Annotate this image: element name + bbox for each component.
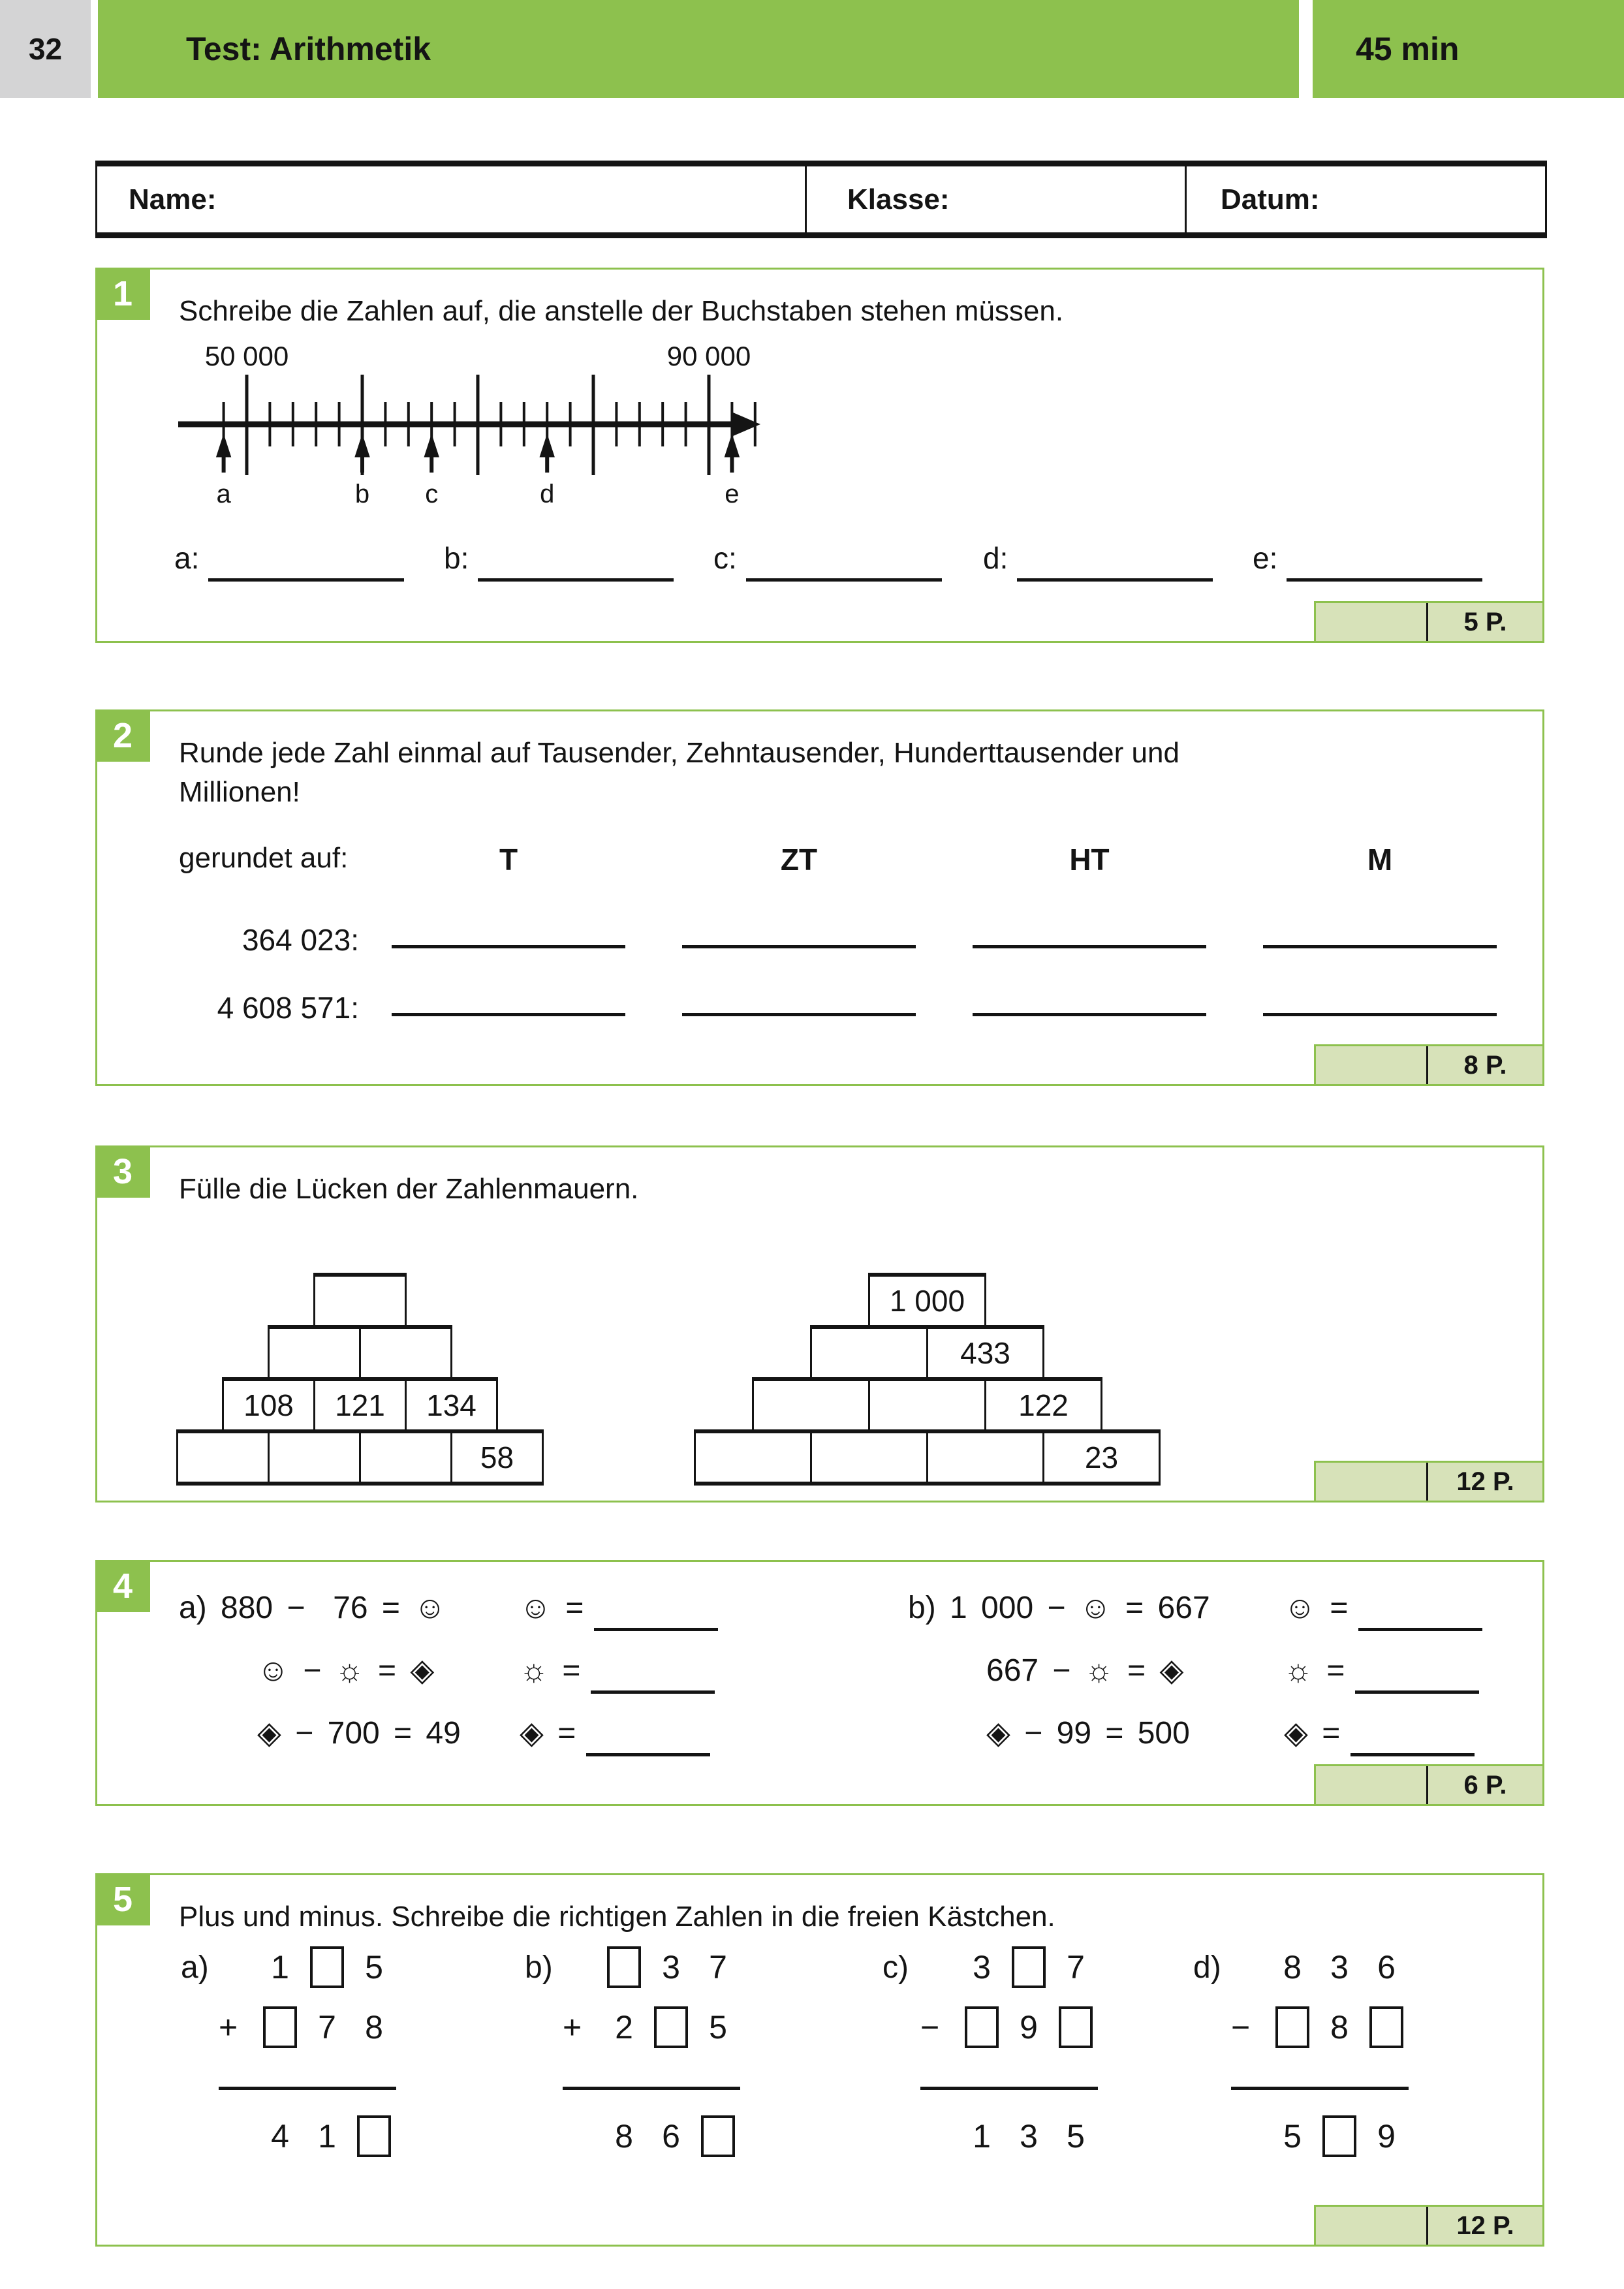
digit-box[interactable] bbox=[1012, 1946, 1046, 1988]
answer-label: ☺ = bbox=[520, 1590, 584, 1625]
student-info-box bbox=[95, 161, 1547, 238]
column-problem-d bbox=[1193, 1944, 1410, 2173]
answer-label: ◈ = bbox=[1284, 1716, 1341, 1751]
task-instruction: Runde jede Zahl einmal auf Tausender, Zehntausender, Hunderttausender und Millionen! bbox=[179, 737, 1179, 808]
answer-row bbox=[174, 540, 1522, 582]
digit: 1 bbox=[318, 2118, 336, 2155]
row-label: 364 023: bbox=[242, 923, 359, 957]
digit: 3 bbox=[1330, 1949, 1349, 1985]
pyramid-cell: 433 bbox=[926, 1329, 1044, 1377]
points-label: 6 P. bbox=[1463, 1770, 1507, 1799]
blank-ZT[interactable] bbox=[682, 907, 916, 948]
pyramid-cell[interactable] bbox=[926, 1433, 1042, 1482]
blank-T[interactable] bbox=[392, 975, 625, 1016]
page-number-box bbox=[0, 0, 91, 98]
problem-label: c) bbox=[882, 1950, 909, 1985]
operator: + bbox=[563, 2009, 582, 2046]
task-number-badge: 2 bbox=[95, 709, 150, 762]
score-cell bbox=[1316, 603, 1428, 641]
digit: 5 bbox=[1067, 2118, 1085, 2155]
digit: 8 bbox=[1283, 1949, 1302, 1985]
column-problem-a bbox=[181, 1944, 398, 2173]
arrow-label-a: a bbox=[216, 480, 231, 508]
sum-line bbox=[1231, 2087, 1409, 2090]
arrow-label-d: d bbox=[540, 480, 555, 508]
arrow-a bbox=[217, 435, 231, 473]
pyramid-cell: 108 bbox=[222, 1381, 313, 1429]
column-problem-c bbox=[882, 1944, 1099, 2173]
answer-label: ☼ = bbox=[1284, 1653, 1345, 1688]
digit: 8 bbox=[615, 2118, 633, 2155]
points-label: 8 P. bbox=[1463, 1050, 1507, 1080]
number-line bbox=[163, 332, 776, 514]
equation-row bbox=[908, 1576, 1535, 1639]
digit: 5 bbox=[709, 2009, 727, 2046]
arrow-e bbox=[725, 435, 739, 473]
score-cell bbox=[1316, 2207, 1428, 2245]
problem-label: b) bbox=[525, 1950, 553, 1985]
points-label: 12 P. bbox=[1456, 1467, 1514, 1496]
rounding-row-2 bbox=[179, 975, 1497, 1025]
pyramid-cell[interactable] bbox=[810, 1433, 926, 1482]
answer-label: ◈ = bbox=[520, 1716, 576, 1751]
pyramid-cell[interactable] bbox=[810, 1329, 926, 1377]
number-pyramid-left bbox=[176, 1273, 544, 1486]
digit-box[interactable] bbox=[1059, 2006, 1093, 2048]
answer-label-e: e: bbox=[1253, 541, 1278, 575]
equation-column-a bbox=[179, 1576, 884, 1764]
digit: 3 bbox=[973, 1949, 991, 1985]
answer-label-b: b: bbox=[444, 541, 469, 575]
score-cell bbox=[1316, 1463, 1428, 1501]
pyramid-cell[interactable] bbox=[694, 1433, 810, 1482]
equation-text: b) 1 000 − ☺ = 667 bbox=[908, 1590, 1210, 1625]
answer-blank[interactable] bbox=[1351, 1727, 1475, 1756]
task-instruction: Plus und minus. Schreibe die richtigen Zahlen in die freien Kästchen. bbox=[179, 1901, 1055, 1933]
number-pyramid-right bbox=[694, 1273, 1161, 1486]
pyramid-cell[interactable] bbox=[868, 1381, 984, 1429]
digit-box[interactable] bbox=[701, 2115, 735, 2157]
pyramid-row bbox=[176, 1429, 544, 1486]
pyramid-cell[interactable] bbox=[268, 1329, 359, 1377]
task-box-2 bbox=[95, 709, 1544, 1086]
name-field[interactable] bbox=[97, 166, 807, 232]
pyramid-cell[interactable] bbox=[268, 1433, 359, 1482]
blank-ZT[interactable] bbox=[682, 975, 916, 1016]
answer-blank-d[interactable] bbox=[1017, 550, 1213, 582]
task-box-1 bbox=[95, 268, 1544, 643]
problem-label: d) bbox=[1193, 1950, 1221, 1985]
points-badge bbox=[1314, 1044, 1544, 1086]
digit: 5 bbox=[1283, 2118, 1302, 2155]
sum-line bbox=[920, 2087, 1098, 2090]
date-field[interactable] bbox=[1187, 166, 1545, 232]
equation-row bbox=[179, 1576, 884, 1639]
pyramid-cell: 121 bbox=[313, 1381, 405, 1429]
pyramid-row bbox=[313, 1273, 407, 1325]
title-bar bbox=[98, 0, 1299, 98]
row-label: 4 608 571: bbox=[217, 991, 359, 1025]
answer-blank[interactable] bbox=[1358, 1602, 1482, 1631]
digit-box[interactable] bbox=[357, 2115, 391, 2157]
points-label: 5 P. bbox=[1463, 607, 1507, 636]
task-number-badge: 1 bbox=[95, 268, 150, 320]
numberline-left-label: 50 000 bbox=[204, 341, 289, 371]
equation-text: ◈ − 700 = 49 bbox=[257, 1716, 461, 1751]
page-number: 32 bbox=[28, 32, 63, 66]
operator: − bbox=[920, 2009, 940, 2046]
pyramid-cell[interactable] bbox=[752, 1381, 868, 1429]
pyramid-row bbox=[268, 1325, 452, 1377]
task-box-3 bbox=[95, 1145, 1544, 1503]
score-cell bbox=[1316, 1046, 1428, 1084]
pyramid-cell[interactable] bbox=[313, 1277, 407, 1325]
task-number-badge: 4 bbox=[95, 1560, 150, 1612]
digit: 4 bbox=[271, 2118, 289, 2155]
digit: 1 bbox=[271, 1949, 289, 1985]
pyramid-row bbox=[868, 1273, 986, 1325]
equation-row bbox=[179, 1639, 884, 1702]
pyramid-row bbox=[810, 1325, 1044, 1377]
equation-text: a) 880 − 76 = ☺ bbox=[179, 1590, 446, 1625]
digit-box[interactable] bbox=[654, 2006, 688, 2048]
class-field[interactable] bbox=[807, 166, 1187, 232]
blank-M[interactable] bbox=[1263, 975, 1497, 1016]
problem-label: a) bbox=[181, 1950, 209, 1985]
answer-label-d: d: bbox=[983, 541, 1008, 575]
pyramid-row bbox=[222, 1377, 498, 1429]
blank-M[interactable] bbox=[1263, 907, 1497, 948]
sum-line bbox=[219, 2087, 396, 2090]
pyramid-cell: 134 bbox=[405, 1381, 498, 1429]
answer-item-d bbox=[983, 540, 1253, 582]
date-label: Datum: bbox=[1221, 183, 1320, 215]
pyramid-row bbox=[694, 1429, 1161, 1486]
score-cell bbox=[1316, 1766, 1428, 1804]
pyramid-cell: 122 bbox=[984, 1381, 1102, 1429]
points-badge bbox=[1314, 1461, 1544, 1503]
points-badge bbox=[1314, 601, 1544, 643]
digit: 7 bbox=[709, 1949, 727, 1985]
digit: 2 bbox=[615, 2009, 633, 2046]
digit-box[interactable] bbox=[263, 2006, 297, 2048]
pyramid-cell[interactable] bbox=[359, 1329, 452, 1377]
digit: 7 bbox=[318, 2009, 336, 2046]
digit: 6 bbox=[1377, 1949, 1396, 1985]
sum-line bbox=[563, 2087, 740, 2090]
equation-text: 667 − ☼ = ◈ bbox=[986, 1653, 1184, 1688]
answer-label-a: a: bbox=[174, 541, 200, 575]
operator: − bbox=[1231, 2009, 1251, 2046]
answer-blank[interactable] bbox=[1355, 1664, 1479, 1694]
equation-row bbox=[179, 1702, 884, 1764]
answer-item-c bbox=[713, 540, 983, 582]
row-header-label: gerundet auf: bbox=[179, 842, 349, 874]
class-label: Klasse: bbox=[847, 183, 950, 215]
arrow-label-e: e bbox=[725, 480, 740, 508]
arrow-c bbox=[424, 435, 439, 473]
task-number-badge: 3 bbox=[95, 1145, 150, 1198]
answer-label-c: c: bbox=[713, 541, 737, 575]
arrow-d bbox=[540, 435, 554, 473]
digit-box[interactable] bbox=[1322, 2115, 1356, 2157]
numberline-right-label: 90 000 bbox=[666, 341, 751, 371]
digit-box[interactable] bbox=[965, 2006, 999, 2048]
answer-blank[interactable] bbox=[594, 1602, 718, 1631]
answer-blank-b[interactable] bbox=[478, 550, 674, 582]
digit-box[interactable] bbox=[1369, 2006, 1403, 2048]
task-box-4 bbox=[95, 1560, 1544, 1806]
pyramid-cell[interactable] bbox=[359, 1433, 450, 1482]
pyramid-cell: 1 000 bbox=[868, 1277, 986, 1325]
task-box-5 bbox=[95, 1873, 1544, 2247]
task-instruction: Schreibe die Zahlen auf, die anstelle der Buchstaben stehen müssen. bbox=[179, 295, 1064, 327]
answer-item-e bbox=[1253, 540, 1522, 582]
equation-column-b bbox=[908, 1576, 1535, 1764]
arrow-label-c: c bbox=[425, 480, 439, 508]
digit-box[interactable] bbox=[310, 1946, 344, 1988]
digit: 3 bbox=[662, 1949, 680, 1985]
rounding-row-1 bbox=[179, 907, 1497, 957]
column-header-T: T bbox=[499, 843, 518, 877]
digit: 9 bbox=[1377, 2118, 1396, 2155]
equation-row bbox=[908, 1639, 1535, 1702]
equation-text: ☺ − ☼ = ◈ bbox=[257, 1653, 435, 1688]
operator: + bbox=[219, 2009, 238, 2046]
answer-blank[interactable] bbox=[586, 1727, 710, 1756]
column-header-HT: HT bbox=[1069, 843, 1110, 877]
column-header-M: M bbox=[1367, 843, 1393, 877]
equation-text: ◈ − 99 = 500 bbox=[986, 1716, 1190, 1751]
points-label: 12 P. bbox=[1456, 2211, 1514, 2240]
blank-HT[interactable] bbox=[973, 907, 1206, 948]
arrow-b bbox=[355, 435, 369, 473]
answer-blank-e[interactable] bbox=[1287, 550, 1482, 582]
answer-item-b bbox=[444, 540, 713, 582]
digit-box[interactable] bbox=[1275, 2006, 1309, 2048]
pyramid-cell: 23 bbox=[1042, 1433, 1161, 1482]
digit: 8 bbox=[1330, 2009, 1349, 2046]
duration-label: 45 min bbox=[1356, 31, 1460, 67]
column-problem-b bbox=[525, 1944, 742, 2173]
blank-HT[interactable] bbox=[973, 975, 1206, 1016]
blank-T[interactable] bbox=[392, 907, 625, 948]
digit: 6 bbox=[662, 2118, 680, 2155]
digit: 9 bbox=[1020, 2009, 1038, 2046]
task-number-badge: 5 bbox=[95, 1873, 150, 1925]
arrow-label-b: b bbox=[354, 480, 370, 508]
test-title: Test: Arithmetik bbox=[186, 31, 431, 67]
points-badge bbox=[1314, 2205, 1544, 2247]
digit-box[interactable] bbox=[607, 1946, 641, 1988]
digit: 8 bbox=[365, 2009, 383, 2046]
duration-box bbox=[1313, 0, 1624, 98]
answer-blank-c[interactable] bbox=[746, 550, 942, 582]
answer-blank[interactable] bbox=[591, 1664, 715, 1694]
answer-label: ☺ = bbox=[1284, 1590, 1349, 1625]
equation-row bbox=[908, 1702, 1535, 1764]
answer-blank-a[interactable] bbox=[208, 550, 404, 582]
digit: 7 bbox=[1067, 1949, 1085, 1985]
pyramid-cell[interactable] bbox=[176, 1433, 268, 1482]
answer-item-a bbox=[174, 540, 444, 582]
answer-label: ☼ = bbox=[520, 1653, 581, 1688]
pyramid-cell: 58 bbox=[450, 1433, 544, 1482]
task-instruction: Fülle die Lücken der Zahlenmauern. bbox=[179, 1173, 639, 1205]
pyramid-row bbox=[752, 1377, 1102, 1429]
digit: 5 bbox=[365, 1949, 383, 1985]
rounding-header-row bbox=[179, 842, 1497, 877]
points-badge bbox=[1314, 1764, 1544, 1806]
name-label: Name: bbox=[129, 183, 217, 215]
digit: 1 bbox=[973, 2118, 991, 2155]
column-header-ZT: ZT bbox=[780, 843, 818, 877]
digit: 3 bbox=[1020, 2118, 1038, 2155]
